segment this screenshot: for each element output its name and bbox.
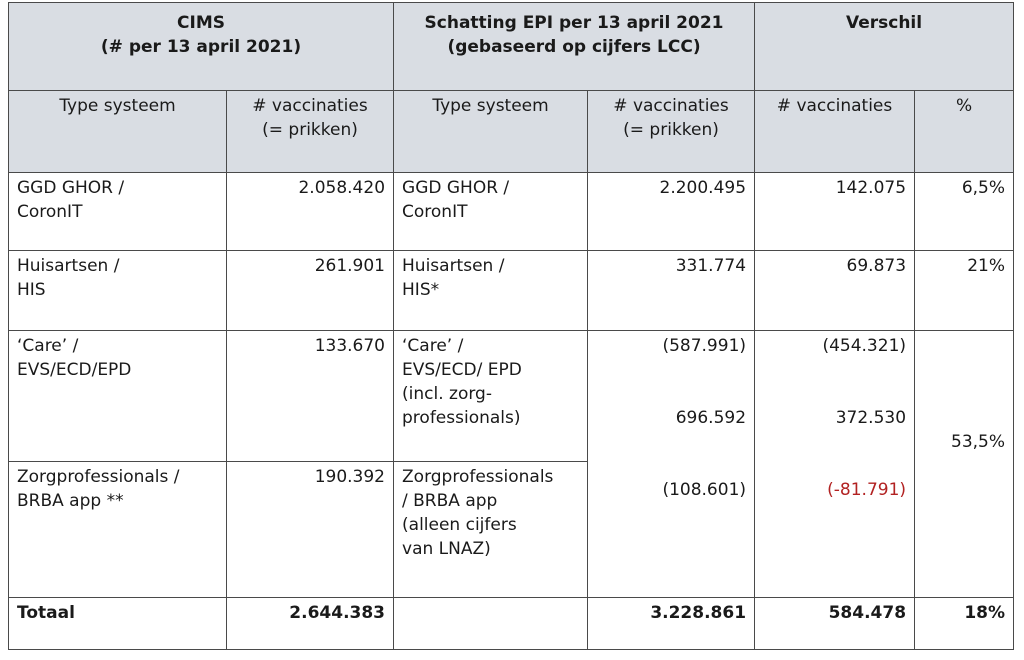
table-row-huisartsen	[9, 251, 1014, 331]
cell-zorg-type1	[9, 462, 227, 598]
cell-ggd-diff: 142.075	[755, 173, 915, 251]
cell-totaal-pct: 18%	[915, 598, 1014, 650]
cell-care-zorg-pct	[915, 331, 1014, 598]
cell-text: EVS/ECD/ EPD	[402, 360, 522, 380]
care-diff-paren: (454.321)	[822, 336, 907, 356]
cell-text: professionals)	[402, 408, 521, 428]
header-cims	[9, 3, 394, 91]
table-row-care	[9, 331, 1014, 462]
subheader-pct	[915, 91, 1014, 173]
subheader-diff-label: # vaccinaties	[776, 96, 893, 116]
cell-care-vacc1: 133.670	[227, 331, 394, 462]
cell-text: GGD GHOR /	[17, 178, 125, 198]
cell-text: CoronIT	[17, 202, 83, 222]
cell-huis-type2	[394, 251, 588, 331]
cell-text: BRBA app **	[17, 491, 124, 511]
cell-text: Huisartsen /	[17, 256, 120, 276]
cell-huis-vacc1: 261.901	[227, 251, 394, 331]
care-vacc2-paren: (587.991)	[662, 336, 747, 356]
cell-ggd-vacc2: 2.200.495	[588, 173, 755, 251]
cell-text: van LNAZ)	[402, 539, 491, 559]
vaccination-comparison-table	[8, 2, 1014, 650]
table-row-totaal	[9, 598, 1014, 650]
cell-totaal-diff: 584.478	[755, 598, 915, 650]
subheader-vacc2	[588, 91, 755, 173]
cell-text: ‘Care’ /	[402, 336, 464, 356]
cell-care-zorg-diff	[755, 331, 915, 598]
header-verschil	[755, 3, 1014, 91]
table-subheader-row	[9, 91, 1014, 173]
subheader-type2	[394, 91, 588, 173]
zorg-vacc2-paren: (108.601)	[662, 480, 747, 500]
cell-huis-type1	[9, 251, 227, 331]
table-header-row	[9, 3, 1014, 91]
cell-huis-vacc2: 331.774	[588, 251, 755, 331]
cell-text: HIS*	[402, 280, 440, 300]
cell-totaal-vacc2: 3.228.861	[588, 598, 755, 650]
subheader-type2-label: Type systeem	[432, 96, 549, 116]
header-verschil-title: Verschil	[845, 13, 923, 33]
cell-text: CoronIT	[402, 202, 468, 222]
cell-text: (incl. zorg-	[402, 384, 492, 404]
subheader-vacc2-line1: # vaccinaties	[613, 96, 729, 116]
subheader-vacc1-line2: (= prikken)	[262, 120, 358, 140]
zorg-diff-paren: (-81.791)	[827, 480, 907, 500]
combined-diff: 372.530	[835, 408, 907, 428]
cell-totaal-vacc1: 2.644.383	[227, 598, 394, 650]
header-epi-source: (gebaseerd op cijfers LCC)	[447, 37, 701, 57]
cell-text: EVS/ECD/EPD	[17, 360, 132, 380]
cell-text: Huisartsen /	[402, 256, 505, 276]
cell-zorg-type2	[394, 462, 588, 598]
combined-pct: 53,5%	[951, 432, 1006, 452]
cell-care-type2	[394, 331, 588, 462]
combined-vacc2: 696.592	[675, 408, 747, 428]
header-cims-date: (# per 13 april 2021)	[100, 37, 302, 57]
subheader-vacc1	[227, 91, 394, 173]
cell-text: (alleen cijfers	[402, 515, 517, 535]
subheader-diff	[755, 91, 915, 173]
cell-ggd-type2	[394, 173, 588, 251]
subheader-type1-label: Type systeem	[59, 96, 176, 116]
cell-text: / BRBA app	[402, 491, 498, 511]
table-row-ggd	[9, 173, 1014, 251]
cell-huis-pct: 21%	[915, 251, 1014, 331]
cell-care-type1	[9, 331, 227, 462]
cell-huis-diff: 69.873	[755, 251, 915, 331]
cell-zorg-vacc1: 190.392	[227, 462, 394, 598]
subheader-vacc2-line2: (= prikken)	[623, 120, 719, 140]
cell-text: GGD GHOR /	[402, 178, 510, 198]
header-epi	[394, 3, 755, 91]
cell-care-zorg-vacc2	[588, 331, 755, 598]
cell-ggd-pct: 6,5%	[915, 173, 1014, 251]
cell-ggd-type1	[9, 173, 227, 251]
subheader-type1	[9, 91, 227, 173]
cell-totaal-label: Totaal	[9, 598, 227, 650]
subheader-vacc1-line1: # vaccinaties	[252, 96, 368, 116]
header-cims-title: CIMS	[177, 13, 225, 33]
cell-text: ‘Care’ /	[17, 336, 79, 356]
cell-text: Zorgprofessionals /	[17, 467, 180, 487]
subheader-pct-label: %	[955, 96, 973, 116]
header-epi-title: Schatting EPI per 13 april 2021	[424, 13, 724, 33]
cell-text: Zorgprofessionals	[402, 467, 554, 487]
cell-text: HIS	[17, 280, 46, 300]
cell-totaal-empty	[394, 598, 588, 650]
cell-ggd-vacc1: 2.058.420	[227, 173, 394, 251]
